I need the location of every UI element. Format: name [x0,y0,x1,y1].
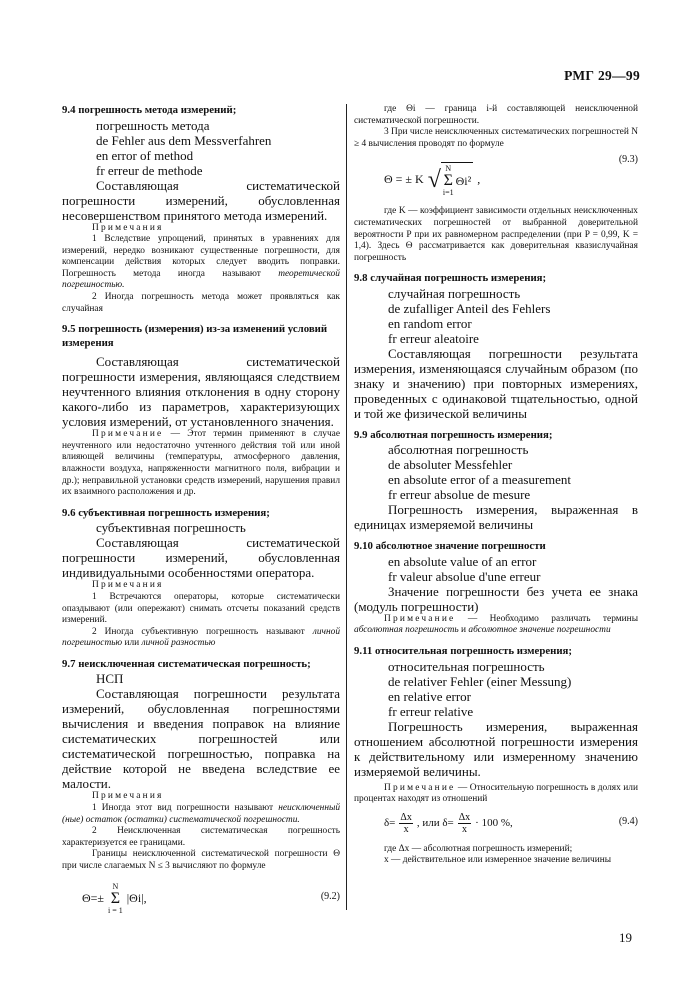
formula-number: (9.2) [320,890,340,902]
synonym-de: de relativer Fehler (einer Messung) [388,673,572,689]
formula-9-3: Θ = ± K √ N Σ i=1 Θi² , (9.3) [384,154,638,198]
note-9-4-2: 2 Иногда погрешность метода может проявляться как случайная [62,292,340,314]
synonym: относительная погрешность [388,658,545,674]
formula-9-2: Θ=± N Σ i = 1 |Θi|, (9.2) [82,881,340,915]
term-9-10-title: 9.10 абсолютное значение погрешности [354,540,546,553]
synonym-de: de absoluter Messfehler [388,457,513,473]
term-9-9-title: 9.9 абсолютная погрешность измерения; [354,428,553,441]
notes-label: Примечания [92,791,164,802]
sum-symbol: N Σ i = 1 [108,881,123,915]
definition-9-10: Значение погрешности без учета ее знака (модуль погрешности) [354,583,638,614]
synonym-de: de zufalliger Anteil des Fehlers [388,300,551,316]
note-9-7-1: 1 Иногда этот вид погрешности называют неисключенный (ные) остаток (остатки) систематической погрешности. [62,802,341,825]
note-9-7-3-cont: 3 При числе неисключенных систематических погрешностей N ≥ 4 вычисления проводят по формуле [354,127,638,149]
sum-symbol: N Σ i=1 [442,164,454,198]
document-code: РМГ 29—99 [564,68,640,83]
synonym: НСП [96,671,124,687]
note-9-7-3: Границы неисключенной систематической погрешности Θ при числе слагаемых N ≤ 3 вычисляют по формуле [62,849,340,871]
square-root: √ N Σ i=1 Θi² [427,164,472,198]
term-9-4-title: 9.4 погрешность метода измерений; [62,104,237,116]
note-9-10: Примечание — Необходимо различать термины абсолютная погрешность и абсолютное значение погрешности [354,613,639,636]
definition-9-8: Составляющая погрешности результата измерения, изменяющаяся случайным образом (по знаку и значению) при повторных измерениях, проведенных с одинаковой тщательностью, одной и той же физической величины [354,345,638,421]
synonym-fr: fr erreur de methode [96,162,203,178]
synonym-fr: fr erreur relative [388,703,474,719]
note-9-6-2: 2 Иногда субъективную погрешность называют личной погрешностью или личной разностью [62,626,341,649]
term-9-6-title: 9.6 субъективная погрешность измерения; [62,506,270,519]
right-column [354,104,638,867]
formula-number: (9.3) [618,154,638,166]
page-number: 19 [619,930,632,945]
note-9-6-1: 1 Встречаются операторы, которые систематически опаздывают (или опережают) снимать отсчеты показаний средств измерений. [62,591,340,626]
where-k: где K — коэффициент зависимости отдельных неисключенных систематических погрешностей от выбранной доверительной вероятности P при их равномерном распределении (при P = 0,99, K = 1,4). Здесь Θ рассматривается как доверительная квазислучайная погрешность [354,206,638,263]
synonym-en: en absolute error of a measurement [388,472,572,488]
synonym-de: de Fehler aus dem Messverfahren [96,132,272,148]
synonym: случайная погрешность [388,285,521,301]
term-9-11-title: 9.11 относительная погрешность измерения; [354,645,572,658]
where-theta-i: где Θi — граница i-й составляющей неисключенной систематической погрешности. [354,104,638,126]
formula-9-4: δ= $\frac{\Delta x}{x}$ , или δ= $\frac{\Delta x}{x}$ · 100 %, (9.4) [384,811,638,835]
note-9-7-2: 2 Неисключенная систематическая погрешность характеризуется ее границами. [62,826,340,848]
column-divider [346,104,347,910]
definition-9-4: Составляющая систематической погрешности измерений, обусловленная несовершенством принятого метода измерений. [62,177,340,223]
formula-number: (9.4) [618,815,638,827]
synonym-en: en error of method [96,147,194,163]
where-x: x — действительное или измеренное значение величины [384,855,612,866]
synonym-fr: fr erreur absolue de mesure [388,487,531,503]
left-column [62,104,340,921]
definition-9-5: Составляющая систематической погрешности измерения, являющаяся следствием неучтенного влияния отклонения в одну сторону какого-либо из параметров, характеризующих условия измерений, от установленного значения. [62,354,340,430]
notes-label: Примечания [92,580,164,591]
where-delta-x: где Δx — абсолютная погрешность измерений; [384,843,573,854]
synonym: абсолютная погрешность [388,442,529,458]
note-9-5: Примечание — Этот термин применяют в случае неучтенного или недостаточно учтенного действия той или иной влияющей величины (температуры, атмосферного давления, влажности воздуха, напряженности магнитного поля, вибрации и др.); неправильной установки средств измерений, нарушения правил их взаимного расположения и др. [62,429,340,498]
note-9-11: Примечание — Относительную погрешность в долях или процентах находят из отношений [354,782,638,805]
term-9-5-title: 9.5 погрешность (измерения) из-за изменений условий измерения [62,323,328,349]
definition-9-9: Погрешность измерения, выраженная в единицах измеряемой величины [354,502,638,533]
synonym: субъективная погрешность [96,520,246,536]
term-9-7-title: 9.7 неисключенная систематическая погрешность; [62,657,311,670]
notes-label: Примечания [92,222,164,233]
synonym: погрешность метода [96,117,210,133]
synonym-fr: fr erreur aleatoire [388,330,479,346]
term-9-8-title: 9.8 случайная погрешность измерения; [354,272,547,285]
synonym-fr: fr valeur absolue d'une erreur [388,568,541,584]
synonym-en: en relative error [388,688,472,704]
synonym-en: en random error [388,315,472,331]
definition-9-6: Составляющая систематической погрешности измерений, обусловленная индивидуальными особенностями оператора. [62,535,340,581]
note-9-4-1: 1 Вследствие упрощений, принятых в уравнениях для измерений, нередко возникают существенные погрешности, для компенсации действия которых следует вводить поправки. Погрешность метода иногда называют теоретической погрешностью. [62,234,340,291]
definition-9-11: Погрешность измерения, выраженная отношением абсолютной погрешности измерения к действительному или измеренному значению измеряемой величины. [354,718,638,779]
synonym-en: en absolute value of an error [388,553,537,569]
definition-9-7: Составляющая погрешности результата измерений, обусловленная погрешностями вычисления и введения поправок на влияние систематических погрешностей или систематической погрешностью, поправка на действие которой не введена вследствие ее малости. [62,686,340,792]
